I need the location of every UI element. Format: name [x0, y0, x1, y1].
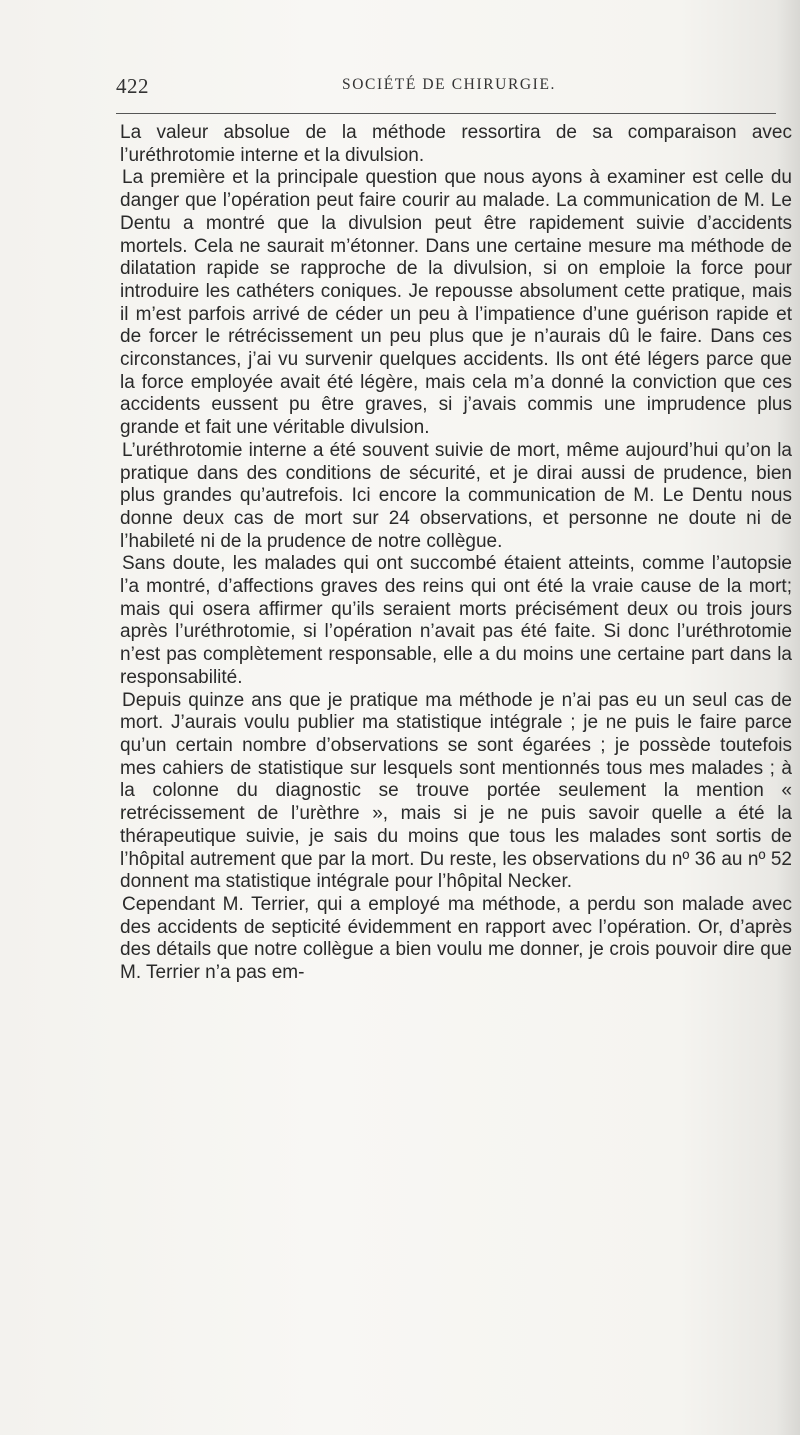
body-text — [120, 122, 792, 985]
page-number: 422 — [116, 74, 149, 98]
header-rule — [116, 113, 776, 114]
running-title: SOCIÉTÉ DE CHIRURGIE. — [342, 76, 556, 93]
paragraph: La valeur absolue de la méthode ressortira de sa comparaison avec l’uréthrotomie interne et la divulsion. — [120, 122, 792, 166]
paragraph: L’uréthrotomie interne a été souvent suivie de mort, même aujourd’hui qu’on la pratique dans des conditions de sécurité, et je dirai aussi de prudence, bien plus grandes qu’autrefois. Ici encore la communication de M. Le Dentu nous donne deux cas de mort sur 24 observations, et personne ne doute ni de l’habileté ni de la prudence de notre collègue. — [120, 439, 792, 552]
paragraph: La première et la principale question que nous ayons à examiner est celle du danger que l’opération peut faire courir au malade. La communication de M. Le Dentu a montré que la divulsion peut être rapidement suivie d’accidents mortels. Cela ne saurait m’étonner. Dans une certaine mesure ma méthode de dilatation rapide se rapproche de la divulsion, si on emploie la force pour introduire les cathéters coniques. Je repousse absolument cette pratique, mais il m’est parfois arrivé de céder un peu à l’impatience d’une guérison rapide et de forcer le rétrécissement un peu plus que je n’aurais dû le faire. Dans ces circonstances, j’ai vu survenir quelques accidents. Ils ont été légers parce que la force employée avait été légère, mais cela m’a donné la conviction que ces accidents eussent pu être graves, si j’avais commis une imprudence plus grande et fait une véritable divulsion. — [120, 167, 792, 439]
paragraph: Sans doute, les malades qui ont succombé étaient atteints, comme l’autopsie l’a montré, d’affections graves des reins qui ont été la vraie cause de la mort; mais qui osera affirmer qu’ils seraient morts précisément deux ou trois jours après l’uréthrotomie, si l’opération n’avait pas été faite. Si donc l’uréthrotomie n’est pas complètement responsable, elle a du moins une certaine part dans la responsabilité. — [120, 553, 792, 688]
paragraph: Cependant M. Terrier, qui a employé ma méthode, a perdu son malade avec des accidents de septicité évidemment en rapport avec l’opération. Or, d’après des détails que notre collègue a bien voulu me donner, je crois pouvoir dire que M. Terrier n’a pas em- — [120, 893, 792, 984]
paragraph: Depuis quinze ans que je pratique ma méthode je n’ai pas eu un seul cas de mort. J’aurais voulu publier ma statistique intégrale ; je ne puis le faire parce qu’un certain nombre d’observations se sont égarées ; je possède toutefois mes cahiers de statistique sur lesquels sont mentionnés tous mes malades ; à la colonne du diagnostic se trouve portée seulement la mention « retrécissement de l’urèthre », mais si je ne puis savoir quelle a été la thérapeutique suivie, je sais du moins que tous les malades sont sortis de l’hôpital autrement que par la mort. Du reste, les observations du nº 36 au nº 52 donnent ma statistique intégrale pour l’hôpital Necker. — [120, 689, 792, 893]
running-head — [116, 74, 794, 100]
